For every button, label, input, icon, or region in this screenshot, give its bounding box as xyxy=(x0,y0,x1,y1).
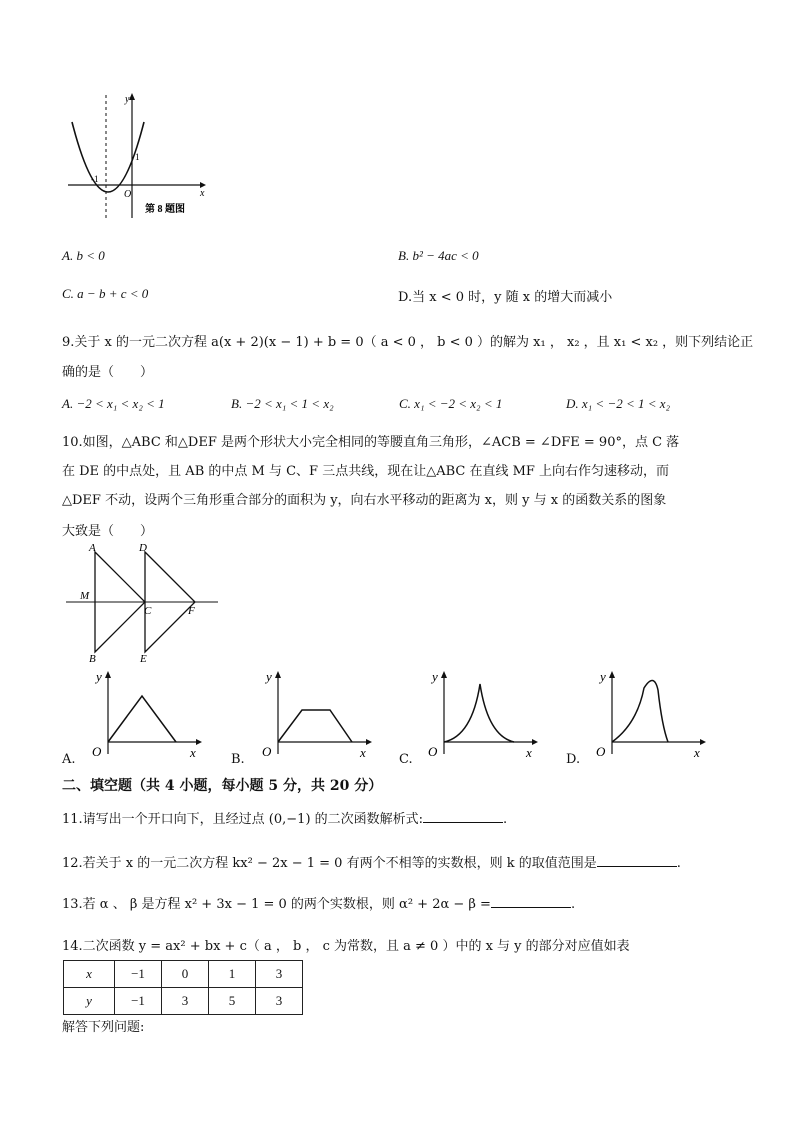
q8-option-a: A. b < 0 xyxy=(62,248,105,263)
graph-d-y-label: y xyxy=(600,669,606,684)
table-cell: 3 xyxy=(162,988,209,1015)
q13-text: 13.若 α 、 β 是方程 x² + 3x − 1 = 0 的两个实数根，则 α² + 2α − β = . xyxy=(62,897,576,912)
q10-triangles-figure xyxy=(60,540,230,668)
q8-origin-label: O xyxy=(124,189,132,200)
q10-label-m: M xyxy=(80,590,90,602)
q9-text-line1: 9.关于 x 的一元二次方程 a(x + 2)(x − 1) + b = 0（ a < 0 ， b < 0 ）的解为 x₁ ， x₂ ，且 x₁ < x₂ ，则下列结论正 xyxy=(62,335,754,350)
q8-caption: 第 8 题图 xyxy=(145,204,185,215)
graph-d-x-label: x xyxy=(694,745,700,760)
q14-value-table xyxy=(63,960,303,1015)
table-header-y: y xyxy=(64,988,115,1015)
q10-text-line4: 大致是（ ） xyxy=(62,524,154,539)
q10-label-f: F xyxy=(188,605,195,617)
q9-option-b: B. −2 < x₁ < 1 < x₂ xyxy=(231,396,334,411)
table-row xyxy=(64,961,303,988)
graph-c-origin: O xyxy=(428,744,438,759)
q10-text-line3: △DEF 不动，设两个三角形重合部分的面积为 y，向右水平移动的距离为 x，则 y 与 x 的函数关系的图象 xyxy=(62,493,667,508)
table-cell: 3 xyxy=(256,988,303,1015)
q8-tick-neg1: -1 xyxy=(91,174,99,184)
q8-option-b: B. b² − 4ac < 0 xyxy=(398,248,479,263)
q8-tick-1: 1 xyxy=(135,152,140,162)
q9-text-line2: 确的是（ ） xyxy=(62,365,154,380)
q10-label-d: D xyxy=(139,542,147,554)
q8-y-label: y xyxy=(125,94,130,105)
q11-answer-blank[interactable] xyxy=(423,810,503,823)
table-cell: 3 xyxy=(256,961,303,988)
q10-option-d: D. xyxy=(566,752,581,767)
q11-text: 11.请写出一个开口向下，且经过点 (0,−1) 的二次函数解析式: . xyxy=(62,812,508,827)
q10-text-line1: 10.如图，△ABC 和△DEF 是两个形状大小完全相同的等腰直角三角形，∠ACB = ∠DFE = 90°，点 C 落 xyxy=(62,435,680,450)
q8-x-label: x xyxy=(200,188,205,199)
q8-option-c: C. a − b + c < 0 xyxy=(62,286,149,301)
graph-b-x-label: x xyxy=(360,745,366,760)
q10-label-e: E xyxy=(140,653,147,665)
q12-answer-blank[interactable] xyxy=(597,854,677,867)
q10-label-c: C xyxy=(144,605,152,617)
q8-option-d: D.当 x < 0 时，y 随 x 的增大而减小 xyxy=(398,290,613,305)
q9-option-c: C. x₁ < −2 < x₂ < 1 xyxy=(399,396,503,411)
graph-b-origin: O xyxy=(262,744,272,759)
q8-parabola-figure xyxy=(60,90,210,220)
q14-text: 14.二次函数 y = ax² + bx + c（ a ， b ， c 为常数，且 a ≠ 0 ）中的 x 与 y 的部分对应值如表 xyxy=(62,939,630,954)
q10-label-b: B xyxy=(89,653,96,665)
q12-question: 12.若关于 x 的一元二次方程 kx² − 2x − 1 = 0 有两个不相等的实数根，则 k 的取值范围是 xyxy=(62,856,597,871)
graph-a-y-label: y xyxy=(96,669,102,684)
graph-a-x-label: x xyxy=(190,745,196,760)
table-cell: 1 xyxy=(209,961,256,988)
graph-a-origin: O xyxy=(92,744,102,759)
q10-graph-d xyxy=(582,668,712,760)
table-cell: 5 xyxy=(209,988,256,1015)
q10-option-b: B. xyxy=(231,752,245,767)
q10-option-a: A. xyxy=(62,752,76,767)
q11-question: 11.请写出一个开口向下，且经过点 (0,−1) 的二次函数解析式: xyxy=(62,812,424,827)
table-cell: 0 xyxy=(162,961,209,988)
q10-option-c: C. xyxy=(399,752,413,767)
graph-b-y-label: y xyxy=(266,669,272,684)
table-header-x: x xyxy=(64,961,115,988)
q10-graph-c xyxy=(414,668,544,760)
q14-after-text: 解答下列问题: xyxy=(62,1020,145,1035)
graph-d-origin: O xyxy=(596,744,606,759)
q10-text-line2: 在 DE 的中点处，且 AB 的中点 M 与 C、F 三点共线，现在让△ABC 在直线 MF 上向右作匀速移动，而 xyxy=(62,464,670,479)
table-cell: −1 xyxy=(115,988,162,1015)
q13-answer-blank[interactable] xyxy=(491,895,571,908)
q10-graph-b xyxy=(248,668,378,760)
table-cell: −1 xyxy=(115,961,162,988)
q9-option-d: D. x₁ < −2 < 1 < x₂ xyxy=(566,396,671,411)
section-title: 二、填空题（共 4 小题，每小题 5 分，共 20 分） xyxy=(62,778,383,794)
q13-question: 13.若 α 、 β 是方程 x² + 3x − 1 = 0 的两个实数根，则 α² + 2α − β = xyxy=(62,897,491,912)
q12-text: 12.若关于 x 的一元二次方程 kx² − 2x − 1 = 0 有两个不相等的实数根，则 k 的取值范围是 . xyxy=(62,856,681,871)
q10-graph-a xyxy=(78,668,208,760)
q10-label-a: A xyxy=(89,542,96,554)
q9-option-a: A. −2 < x₁ < x₂ < 1 xyxy=(62,396,165,411)
graph-c-y-label: y xyxy=(432,669,438,684)
table-row xyxy=(64,988,303,1015)
graph-c-x-label: x xyxy=(526,745,532,760)
